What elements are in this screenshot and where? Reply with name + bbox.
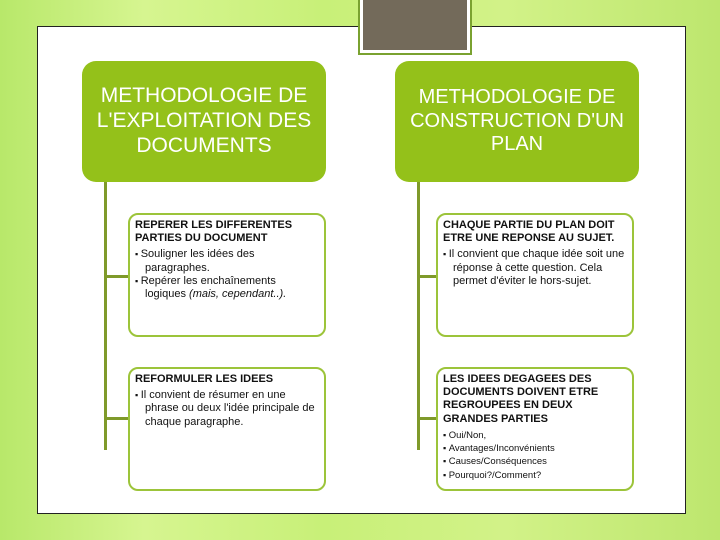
list-item: ▪ Il convient de résumer en une phrase ou deux l'idée principale de chaque paragraphe. bbox=[135, 389, 319, 429]
box-title: CHAQUE PARTIE DU PLAN DOIT ETRE UNE REPONSE AU SUJET. bbox=[443, 219, 615, 245]
right-box-2 bbox=[436, 367, 634, 491]
title-placeholder-box bbox=[360, 0, 470, 53]
connector-line bbox=[104, 417, 129, 420]
list-item: ▪ Pourquoi?/Comment? bbox=[443, 469, 627, 482]
right-header-text: METHODOLOGIE DE CONSTRUCTION D'UN PLAN bbox=[410, 86, 624, 156]
connector-line bbox=[417, 417, 437, 420]
right-box-1 bbox=[436, 213, 634, 337]
item-italic-text: (mais, cependant..). bbox=[189, 287, 287, 300]
right-header bbox=[395, 61, 639, 182]
list-item: ▪ Causes/Conséquences bbox=[443, 455, 627, 468]
list-item bbox=[135, 275, 319, 301]
list-item: ▪ Oui/Non, bbox=[443, 429, 627, 442]
connector-line bbox=[417, 182, 420, 450]
box-title: LES IDEES DEGAGEES DES DOCUMENTS DOIVENT ETRE REGROUPEES EN DEUX GRANDES PARTIES bbox=[443, 373, 599, 425]
list-item: ▪ Souligner les idées des paragraphes. bbox=[135, 248, 319, 274]
box-title: REFORMULER LES IDEES bbox=[135, 373, 274, 385]
left-header bbox=[82, 61, 326, 182]
box-title: REPERER LES DIFFERENTES PARTIES DU DOCUMENT bbox=[135, 219, 293, 245]
list-item: ▪ Avantages/Inconvénients bbox=[443, 442, 627, 455]
connector-line bbox=[104, 275, 129, 278]
item-text: Repérer les enchaînements logiques bbox=[140, 274, 276, 300]
connector-line bbox=[104, 182, 107, 450]
list-item: ▪ Il convient que chaque idée soit une réponse à cette question. Cela permet d'éviter le hors-sujet. bbox=[443, 248, 627, 288]
left-box-2 bbox=[128, 367, 326, 491]
left-header-text: METHODOLOGIE DE L'EXPLOITATION DES DOCUMENTS bbox=[96, 84, 312, 157]
connector-line bbox=[417, 275, 437, 278]
left-box-1 bbox=[128, 213, 326, 337]
